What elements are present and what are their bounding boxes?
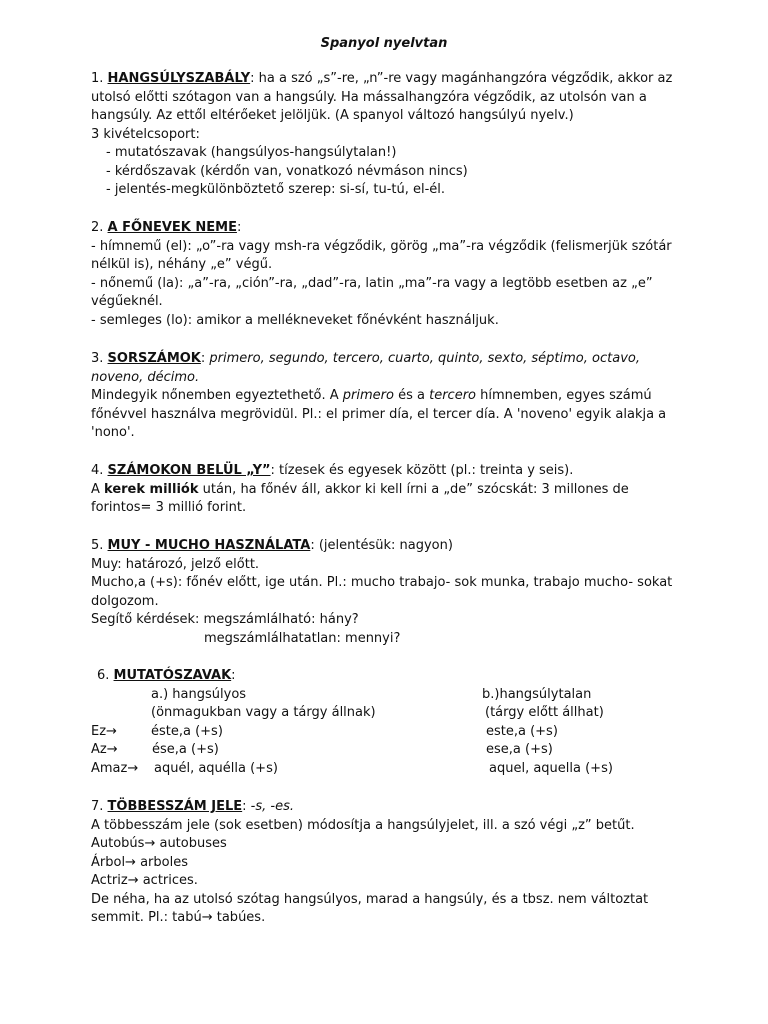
row-label: Az→ bbox=[91, 742, 118, 757]
table-header-row bbox=[91, 686, 691, 705]
section-heading: MUY - MUCHO HASZNÁLATA bbox=[107, 538, 311, 553]
text-line: hangsúly. Az ettől eltérőeket jelöljük. (A spanyol változó hangsúlyú nyelv.) bbox=[91, 108, 574, 123]
text-line: Autobús→ autobuses bbox=[91, 836, 227, 851]
table-row bbox=[91, 760, 691, 779]
section-7 bbox=[91, 798, 691, 928]
table-header-row bbox=[91, 704, 691, 723]
text: : bbox=[236, 220, 242, 235]
text: : bbox=[231, 668, 236, 683]
text-line: De néha, ha az utolsó szótag hangsúlyos, marad a hangsúly, és a tbsz. nem változtat bbox=[91, 891, 649, 907]
text-line: Mucho,a (+s): főnév előtt, ige után. Pl.: mucho trabajo- sok munka, trabajo mucho- sokat bbox=[91, 575, 673, 590]
column-heading: (tárgy előtt állhat) bbox=[485, 705, 604, 720]
text-line: 3 kivételcsoport: bbox=[91, 126, 200, 142]
section-2 bbox=[91, 219, 691, 330]
text-line: Actriz→ actrices. bbox=[91, 873, 198, 888]
section-heading: TÖBBESSZÁM JELE bbox=[107, 799, 243, 814]
text-line: Muy: határozó, jelző előtt. bbox=[91, 556, 260, 572]
text-line: megszámlálhatatlan: mennyi? bbox=[204, 630, 401, 646]
text-line: semmit. Pl.: tabú→ tabúes. bbox=[91, 910, 266, 925]
text: hímnemben, egyes számú bbox=[476, 388, 652, 403]
text-line: Segítő kérdések: megszámlálható: hány? bbox=[91, 612, 359, 627]
text-line: 'nono'. bbox=[91, 425, 135, 440]
cell: ése,a (+s) bbox=[152, 742, 219, 757]
section-heading: HANGSÚLYSZABÁLY bbox=[107, 71, 251, 86]
text: és a bbox=[393, 388, 430, 403]
cell: aquel, aquella (+s) bbox=[489, 760, 613, 776]
section-heading: MUTATÓSZAVAK bbox=[113, 668, 232, 683]
document-title: Spanyol nyelvtan bbox=[320, 36, 448, 51]
text: után, ha főnév áll, akkor ki kell írni a „de” szócskát: 3 millones de bbox=[198, 481, 629, 497]
column-heading: (önmagukban vagy a tárgy állnak) bbox=[151, 705, 376, 720]
text-line: - nőnemű (la): „a”-ra, „ción”-ra, „dad”-ra, latin „ma”-ra vagy a legtöbb esetben az „e” bbox=[91, 275, 653, 291]
cell: ese,a (+s) bbox=[486, 742, 553, 757]
text-line: végűeknél. bbox=[91, 294, 163, 309]
section-number: 1. bbox=[91, 71, 108, 86]
section-number: 3. bbox=[91, 351, 108, 366]
text-line: főnévvel használva megrövidül. Pl.: el primer día, el tercer día. A 'noveno' egyik alakja a bbox=[91, 406, 667, 422]
section-heading: A FŐNEVEK NEME bbox=[107, 220, 237, 235]
section-number: 2. bbox=[91, 220, 108, 235]
text: Mindegyik nőnemben egyeztethető. A bbox=[91, 388, 343, 403]
table-row bbox=[91, 741, 691, 760]
cell: éste,a (+s) bbox=[151, 723, 223, 739]
text: : (jelentésük: nagyon) bbox=[310, 538, 453, 553]
section-heading: SZÁMOKON BELÜL „Y” bbox=[107, 463, 271, 478]
section-heading: SORSZÁMOK bbox=[107, 351, 201, 366]
text: tercero bbox=[429, 388, 476, 403]
text: primero bbox=[342, 388, 394, 403]
text-line: - semleges (lo): amikor a mellékneveket főnévként használjuk. bbox=[91, 312, 499, 328]
ordinal-list: primero, segundo, tercero, cuarto, quinto, sexto, séptimo, octavo, bbox=[209, 351, 640, 366]
list-item: - kérdőszavak (kérdőn van, vonatkozó névmáson nincs) bbox=[106, 163, 468, 179]
text-line: A többesszám jele (sok esetben) módosítja a hangsúlyjelet, ill. a szó végi „z” betűt. bbox=[91, 817, 635, 833]
section-number: 4. bbox=[91, 463, 108, 478]
text: : bbox=[200, 351, 210, 366]
text-line: - hímnemű (el): „o”-ra vagy msh-ra végződik, görög „ma”-ra végződik (felismerjük szótár bbox=[91, 238, 672, 254]
text-line: utolsó előtti szótagon van a hangsúly. Ha mássalhangzóra végződik, az utolsón van a bbox=[91, 89, 647, 105]
column-heading: a.) hangsúlyos bbox=[151, 686, 247, 702]
text: A bbox=[91, 481, 105, 497]
table-row bbox=[91, 723, 691, 742]
section-5 bbox=[91, 537, 691, 648]
text: kerek milliók bbox=[104, 481, 199, 497]
section-1 bbox=[91, 70, 691, 200]
text: : tízesek és egyesek között (pl.: treinta y seis). bbox=[270, 463, 574, 478]
text: : ha a szó „s”-re, „n”-re vagy magánhangzóra végződik, akkor az bbox=[250, 71, 673, 86]
text-line: nélkül is), néhány „e” végű. bbox=[91, 257, 273, 272]
text-line: noveno, décimo. bbox=[91, 369, 200, 385]
section-4 bbox=[91, 462, 691, 518]
list-item: - jelentés-megkülönböztető szerep: si-sí, tu-tú, el-él. bbox=[106, 182, 446, 197]
section-6 bbox=[91, 667, 691, 778]
text: : bbox=[242, 799, 251, 814]
column-heading: b.)hangsúlytalan bbox=[482, 686, 592, 702]
cell: este,a (+s) bbox=[486, 723, 558, 739]
text: -s, -es. bbox=[250, 799, 294, 814]
row-label: Amaz→ bbox=[91, 760, 139, 776]
text-line: forintos= 3 millió forint. bbox=[91, 500, 247, 515]
section-number: 6. bbox=[97, 668, 114, 683]
section-number: 5. bbox=[91, 538, 108, 553]
text-line: Árbol→ arboles bbox=[91, 854, 188, 870]
text-line: dolgozom. bbox=[91, 593, 159, 609]
section-3 bbox=[91, 350, 691, 443]
section-number: 7. bbox=[91, 799, 108, 814]
cell: aquél, aquélla (+s) bbox=[154, 760, 278, 776]
row-label: Ez→ bbox=[91, 723, 117, 739]
list-item: - mutatószavak (hangsúlyos-hangsúlytalan!) bbox=[106, 145, 397, 160]
